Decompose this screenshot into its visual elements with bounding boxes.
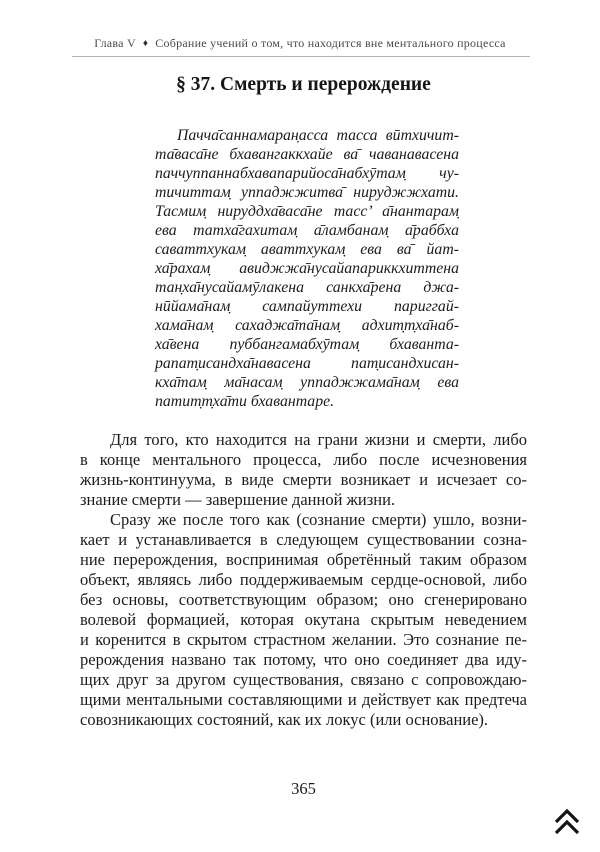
text-line: рерождения названо так потому, что оно соединяет два иду- [80,650,527,669]
text-line: тан̣ха̄нусайамӯлакена санкха̄рена джа- [155,279,459,296]
text-line: знание смерти — завершение данной жизни. [80,490,396,509]
running-title: Собрание учений о том, что находится вне ментального процесса [155,36,506,50]
text-line: Для того, кто находится на грани жизни и смерти, либо [110,430,527,449]
text-line: ева татха̄гахитам̣ а̄ламбанам̣ а̄раббха [155,222,459,239]
text-line: хама̄нам̣ сахаджа̄та̄нам̣ адхит̣т̣ха̄наб- [155,317,459,334]
text-line: совозникающих состояний, как их локус (или основание). [80,710,489,729]
text-line: в конце ментального процесса, либо после исчезновения [80,450,527,469]
text-line: ние перерождения, воспринимая обретённый таким образом [80,550,527,569]
text-line: щими ментальными составляющими и действует как предтеча [80,690,527,709]
text-line: и коренится в скрытом страстном желании. Это сознание пе- [80,630,527,649]
text-line: рапат̣исандха̄навасена пат̣исандхисан- [155,355,459,372]
text-line: нӣйама̄нам̣ сампайуттехи париггай- [155,298,459,315]
text-line: ха̄вена пуббангамабхӯтам̣ бхаванта- [155,336,459,353]
text-line: Сразу же после того как (сознание смерти) ушло, возни- [110,510,527,529]
text-line: Пачча̄саннамаран̣асса тасса вӣтхичит- [177,127,459,144]
scroll-to-top-button[interactable] [551,805,583,837]
text-line: жизнь-континуума, в виде смерти возникает и исчезает со- [80,470,527,489]
chevron-double-up-icon [551,805,583,837]
text-line: саваттхукам̣ аваттхукам̣ ева ва̄ йат- [155,241,459,258]
text-line: кха̄там̣ ма̄насам̣ уппаджжама̄нам̣ ева [155,374,459,391]
text-line: щих друг за другом существования, связано с сопровождаю- [80,670,527,689]
paragraph-death-consciousness [80,430,527,510]
section-title: § 37. Смерть и перерождение [176,74,431,95]
text-line: патит̣т̣ха̄ти бхавантаре. [155,393,335,410]
pali-quote-block [155,126,459,411]
text-line: ха̄рахам̣ авиджжа̄нусайапариккхиттена [155,260,459,277]
text-line: кает и устанавливается в следующем существовании созна- [80,530,527,549]
paragraph-rebirth-consciousness [80,510,527,730]
body-text [80,430,527,730]
running-header [60,36,540,51]
text-line: та̄васа̄не бхавангаккхайе ва̄ чаванавасена [155,146,459,163]
text-line: объект, являясь либо поддерживаемым сердце-основой, либо [80,570,527,589]
text-line: Тасмим̣ нируддха̄васа̄не тасс’ а̄нантарам̣ [155,203,459,220]
text-line: тичиттам̣ уппаджжитва̄ нируджжхати. [155,184,459,201]
header-divider [72,56,530,57]
chapter-label: Глава V [94,36,136,50]
text-line: волевой формацией, которая окутана скрытым неведением [80,610,527,629]
page-number: 365 [291,779,316,798]
diamond-separator-icon: ♦ [142,38,149,49]
text-line: без основы, соответствующим образом; оно сгенерировано [80,590,527,609]
text-line: паччуппаннабхавапарийоса̄набхӯтам̣ чу- [155,165,459,182]
